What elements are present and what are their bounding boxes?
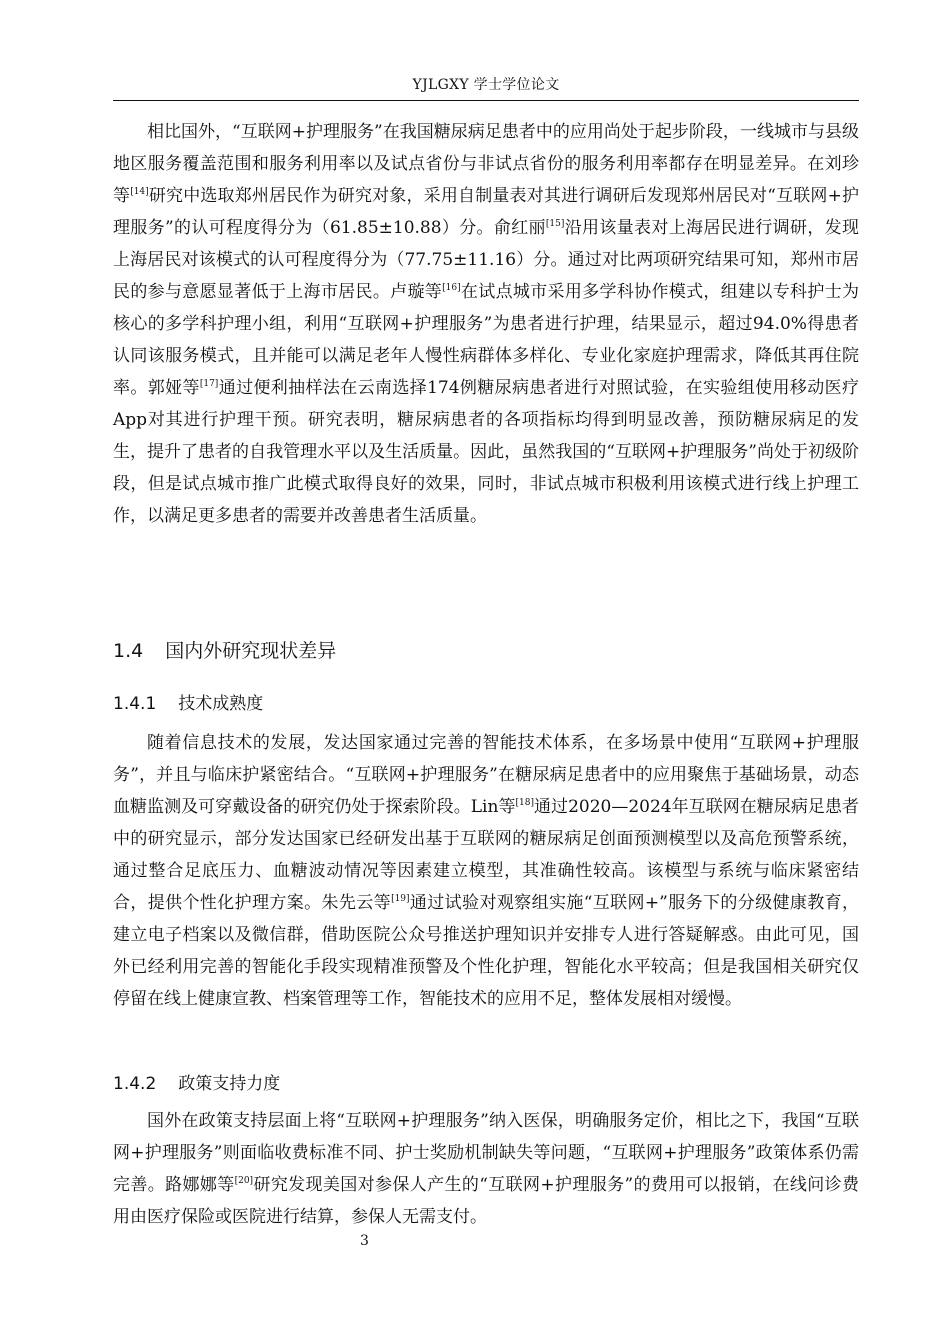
running-header: YJLGXY 学士学位论文 — [412, 77, 560, 93]
citation-ref: [14] — [130, 187, 149, 197]
text-run: 国外在政策支持层面上将“互联网+护理服务”纳入医保，明确服务定价，相比之下，我国“互联网+护理服务”则面临收费标准不同、护士奖励机制缺失等问题，“互联网+护理服务”政策体系仍需完善。路娜娜等 — [113, 1111, 859, 1195]
text-run: 在试点城市采用多学科协作模式，组建以专科护士为核心的多学科护理小组，利用“互联网+护理服务”为患者进行护理，结果显示，超过94.0%得患者认同该服务模式，且并能可以满足老年人慢性病群体多样化、专业化家庭护理需求，降低其再住院率。郭娅等 — [113, 282, 860, 398]
text-run: 相比国外，“互联网+护理服务”在我国糖尿病足患者中的应用尚处于起步阶段，一线城市与县级地区服务覆盖范围和服务利用率以及试点省份与非试点省份的服务利用率都存在明显差异。在刘珍等 — [113, 122, 859, 206]
text-run: 通过便利抽样法在云南选择174例糖尿病患者进行对照试验，在实验组使用移动医疗App对其进行护理干预。研究表明，糖尿病患者的各项指标均得到明显改善，预防糖尿病足的发生，提升了患者的自我管理水平以及生活质量。因此，虽然我国的“互联网+护理服务”尚处于初级阶段，但是试点城市推广此模式取得良好的效果，同时，非试点城市积极利用该模式进行线上护理工作，以满足更多患者的需要并改善患者生活质量。 — [113, 378, 859, 526]
section-heading-1-4-1 — [113, 689, 263, 714]
paragraph-policy-support — [113, 1105, 859, 1233]
text-run: 通过2020—2024年互联网在糖尿病足患者中的研究显示，部分发达国家已经研发出基于互联网的糖尿病足创面预测模型以及高危预警系统，通过整合足底压力、血糖波动情况等因素建立模型，其准确性较高。该模型与系统与临床紧密结合，提供个性化护理方案。朱先云等 — [113, 797, 859, 913]
citation-ref: [18] — [515, 798, 534, 808]
text-run: 研究发现美国对参保人产生的“互联网+护理服务”的费用可以报销，在线问诊费用由医疗保险或医院进行结算，参保人无需支付。 — [113, 1175, 860, 1227]
section-heading-1-4-2 — [113, 1069, 280, 1094]
section-number: 1.4.2 — [113, 1074, 157, 1094]
section-heading-1-4 — [113, 636, 336, 663]
citation-ref: [15] — [545, 219, 565, 229]
text-run: 通过试验对观察组实施“互联网+”服务下的分级健康教育，建立电子档案以及微信群，借助医院公众号推送护理知识并安排专人进行答疑解惑。由此可见，国外已经利用完善的智能化手段实现精准预警及个性化护理，智能化水平较高；但是我国相关研究仅停留在线上健康宣教、档案管理等工作，智能技术的应用不足，整体发展相对缓慢。 — [113, 893, 860, 1009]
citation-ref: [20] — [234, 1176, 254, 1186]
section-number: 1.4 — [113, 640, 144, 662]
section-title: 技术成熟度 — [178, 694, 264, 714]
section-title: 政策支持力度 — [178, 1074, 281, 1094]
section-title: 国内外研究现状差异 — [165, 640, 337, 662]
text-run: 随着信息技术的发展，发达国家通过完善的智能技术体系，在多场景中使用“互联网+护理服务”，并且与临床护紧密结合。“互联网+护理服务”在糖尿病足患者中的应用聚焦于基础场景，动态血糖监测及可穿戴设备的研究仍处于探索阶段。Lin等 — [113, 733, 859, 817]
header-rule — [113, 100, 859, 101]
text-run: 沿用该量表对上海居民进行调研，发现上海居民对该模式的认可程度得分为（77.75±11.16）分。通过对比两项研究结果可知，郑州市居民的参与意愿显著低于上海市居民。卢璇等 — [113, 218, 859, 302]
page-number: 3 — [360, 1233, 369, 1249]
text-run: 研究中选取郑州居民作为研究对象，采用自制量表对其进行调研后发现郑州居民对“互联网+护理服务”的认可程度得分为（61.85±10.88）分。俞红丽 — [113, 186, 860, 238]
citation-ref: [19] — [391, 894, 410, 904]
section-number: 1.4.1 — [113, 694, 157, 714]
paragraph-technology-maturity — [113, 727, 859, 1015]
citation-ref: [17] — [199, 379, 219, 389]
paragraph-domestic-status — [113, 116, 859, 532]
citation-ref: [16] — [442, 283, 461, 293]
